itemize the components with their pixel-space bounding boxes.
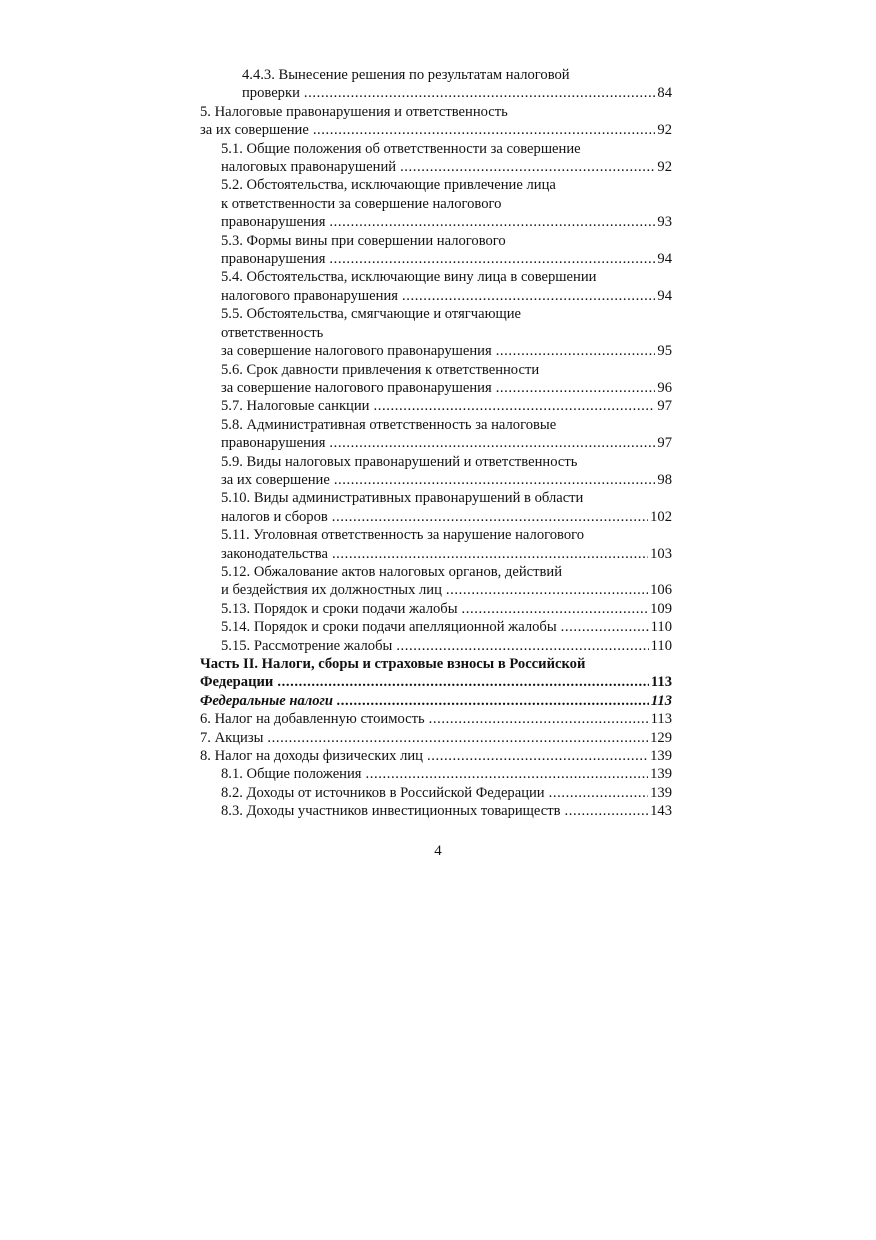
toc-entry-page: 97 — [657, 398, 672, 415]
dot-leader — [496, 379, 656, 397]
toc-entry-title-line: 5.8. Административная ответственность за налоговые — [221, 416, 557, 433]
dot-leader — [565, 802, 649, 820]
dot-leader — [373, 397, 655, 415]
dot-leader — [329, 213, 655, 231]
toc-entry-last-line — [221, 618, 672, 636]
toc-entry-title-line: 5.6. Срок давности привлечения к ответственности — [221, 361, 540, 378]
toc-entry-page: 106 — [650, 582, 672, 599]
toc-entry[interactable] — [200, 397, 672, 415]
toc-entry-title-line: налогов и сборов — [221, 508, 328, 525]
toc-entry[interactable] — [200, 600, 672, 618]
toc-entry-title-line: налогового правонарушения — [221, 287, 398, 304]
dot-leader — [561, 618, 649, 636]
toc-entry-last-line — [200, 729, 672, 747]
toc-entry[interactable] — [200, 489, 672, 526]
toc-entry-page: 103 — [650, 545, 672, 562]
toc-entry-title-line: 5.15. Рассмотрение жалобы — [221, 637, 393, 654]
toc-entry-last-line — [221, 213, 672, 231]
toc-entry[interactable] — [200, 416, 672, 453]
toc-entry[interactable] — [200, 526, 672, 563]
toc-entry-last-line — [221, 158, 672, 176]
toc-entry[interactable] — [200, 710, 672, 728]
toc-entry-page: 96 — [657, 379, 672, 396]
toc-entry-title-line: правонарушения — [221, 435, 326, 452]
toc-entry-title-line: 8. Налог на доходы физических лиц — [200, 748, 423, 765]
dot-leader — [496, 342, 656, 360]
dot-leader — [334, 471, 656, 489]
dot-leader — [332, 508, 648, 526]
toc-entry-last-line — [221, 287, 672, 305]
dot-leader — [400, 158, 655, 176]
toc-entry[interactable] — [200, 655, 672, 692]
toc-entry-title-line: 5.13. Порядок и сроки подачи жалобы — [221, 600, 458, 617]
toc-entry-page: 110 — [650, 619, 672, 636]
toc-entry-last-line — [221, 600, 672, 618]
toc-entry[interactable] — [200, 802, 672, 820]
toc-entry-page: 94 — [657, 251, 672, 268]
toc-entry-title-line: законодательства — [221, 545, 328, 562]
toc-entry[interactable] — [200, 305, 672, 360]
dot-leader — [446, 581, 648, 599]
dot-leader — [277, 673, 649, 691]
dot-leader — [427, 747, 648, 765]
toc-entry-title-line: правонарушения — [221, 214, 326, 231]
toc-entry[interactable] — [200, 637, 672, 655]
toc-entry[interactable] — [200, 361, 672, 398]
toc-entry-title-line: 5.1. Общие положения об ответственности за совершение — [221, 140, 581, 157]
toc-entry-title-line: 5. Налоговые правонарушения и ответственность — [200, 103, 508, 120]
toc-entry-title-line: к ответственности за совершение налогового — [221, 195, 502, 212]
toc-entry[interactable] — [200, 453, 672, 490]
toc-entry-page: 129 — [650, 729, 672, 746]
toc-entry-last-line — [221, 471, 672, 489]
table-of-contents — [200, 66, 672, 821]
dot-leader — [329, 250, 655, 268]
toc-entry-title-line: ответственность — [221, 324, 324, 341]
dot-leader — [332, 545, 648, 563]
toc-entry-page: 110 — [650, 637, 672, 654]
toc-entry-last-line — [221, 581, 672, 599]
dot-leader — [329, 434, 655, 452]
toc-entry-last-line — [221, 784, 672, 802]
toc-entry-title-line: 7. Акцизы — [200, 729, 264, 746]
dot-leader — [429, 710, 649, 728]
toc-entry[interactable] — [200, 784, 672, 802]
toc-entry-title-line: Часть II. Налоги, сборы и страховые взносы в Российской — [200, 656, 586, 672]
toc-entry-title-line: за их совершение — [221, 471, 330, 488]
dot-leader — [366, 765, 649, 783]
toc-entry-title-line: 5.5. Обстоятельства, смягчающие и отягчающие — [221, 306, 522, 323]
toc-entry-title-line: проверки — [242, 85, 300, 102]
toc-entry-page: 97 — [657, 435, 672, 452]
toc-entry-last-line — [200, 121, 672, 139]
toc-entry-page: 92 — [657, 159, 672, 176]
toc-entry-title-line: 8.1. Общие положения — [221, 766, 362, 783]
toc-entry-page: 139 — [650, 784, 672, 801]
toc-entry-title-line: 6. Налог на добавленную стоимость — [200, 711, 425, 728]
toc-entry-title-line: 4.4.3. Вынесение решения по результатам налоговой — [242, 67, 570, 83]
toc-entry[interactable] — [200, 692, 672, 710]
toc-entry-last-line — [221, 434, 672, 452]
toc-entry-page: 93 — [657, 214, 672, 231]
dot-leader — [549, 784, 648, 802]
toc-entry-last-line — [221, 545, 672, 563]
toc-entry-last-line — [221, 379, 672, 397]
dot-leader — [304, 84, 656, 102]
toc-entry-last-line — [221, 802, 672, 820]
toc-entry-last-line — [221, 637, 672, 655]
toc-entry-last-line — [200, 673, 672, 691]
toc-entry-last-line — [221, 397, 672, 415]
toc-entry-title-line: 5.4. Обстоятельства, исключающие вину лица в совершении — [221, 269, 597, 286]
toc-entry-title-line: и бездействия их должностных лиц — [221, 582, 442, 599]
toc-entry-page: 102 — [650, 508, 672, 525]
toc-entry-page: 98 — [657, 471, 672, 488]
dot-leader — [313, 121, 656, 139]
toc-entry-last-line — [221, 342, 672, 360]
toc-entry[interactable] — [200, 747, 672, 765]
toc-entry-title-line: 5.2. Обстоятельства, исключающие привлечение лица — [221, 177, 556, 194]
toc-entry[interactable] — [200, 232, 672, 269]
toc-entry-last-line — [200, 692, 672, 710]
toc-entry-title-line: 5.12. Обжалование актов налоговых органов, действий — [221, 563, 563, 580]
toc-entry-last-line — [221, 250, 672, 268]
toc-entry-page: 113 — [650, 692, 672, 709]
toc-entry-page: 95 — [657, 343, 672, 360]
toc-entry[interactable] — [200, 66, 672, 103]
toc-entry-title-line: 5.10. Виды административных правонарушений в области — [221, 490, 584, 507]
toc-entry-page: 113 — [650, 674, 672, 691]
dot-leader — [337, 692, 649, 710]
toc-entry[interactable] — [200, 268, 672, 305]
page-number: 4 — [434, 843, 442, 859]
toc-entry-page: 94 — [657, 287, 672, 304]
dot-leader — [402, 287, 655, 305]
toc-entry[interactable] — [200, 729, 672, 747]
toc-entry-last-line — [200, 747, 672, 765]
toc-entry-title-line: налоговых правонарушений — [221, 159, 397, 176]
toc-entry-title-line: за их совершение — [200, 122, 309, 139]
toc-entry-title-line: 5.3. Формы вины при совершении налогового — [221, 232, 506, 249]
toc-entry-title-line: правонарушения — [221, 251, 326, 268]
toc-entry-title-line: 8.2. Доходы от источников в Российской Федерации — [221, 784, 545, 801]
toc-entry-title-line: 5.7. Налоговые санкции — [221, 398, 370, 415]
toc-entry[interactable] — [200, 765, 672, 783]
toc-entry[interactable] — [200, 563, 672, 600]
toc-entry[interactable] — [200, 618, 672, 636]
toc-entry[interactable] — [200, 176, 672, 231]
toc-entry-title-line: 5.9. Виды налоговых правонарушений и ответственность — [221, 453, 578, 470]
toc-entry-page: 92 — [657, 122, 672, 139]
toc-entry-title-line: 5.14. Порядок и сроки подачи апелляционной жалобы — [221, 619, 557, 636]
toc-entry[interactable] — [200, 140, 672, 177]
toc-entry-page: 143 — [650, 803, 672, 820]
toc-entry-title-line: за совершение налогового правонарушения — [221, 379, 492, 396]
toc-entry-last-line — [221, 508, 672, 526]
toc-entry-title-line: Федерации — [200, 674, 274, 691]
toc-entry-title-line: 8.3. Доходы участников инвестиционных товариществ — [221, 803, 561, 820]
toc-entry-page: 84 — [657, 85, 672, 102]
toc-entry-page: 113 — [650, 711, 672, 728]
toc-entry-last-line — [242, 84, 672, 102]
toc-entry-last-line — [221, 765, 672, 783]
dot-leader — [462, 600, 649, 618]
toc-entry-title-line: 5.11. Уголовная ответственность за нарушение налогового — [221, 527, 585, 544]
toc-entry-title-line: Федеральные налоги — [200, 692, 334, 709]
toc-entry[interactable] — [200, 103, 672, 140]
dot-leader — [267, 729, 648, 747]
toc-entry-page: 109 — [650, 600, 672, 617]
toc-entry-last-line — [200, 710, 672, 728]
toc-entry-page: 139 — [650, 766, 672, 783]
toc-entry-title-line: за совершение налогового правонарушения — [221, 343, 492, 360]
dot-leader — [396, 637, 648, 655]
toc-entry-page: 139 — [650, 748, 672, 765]
